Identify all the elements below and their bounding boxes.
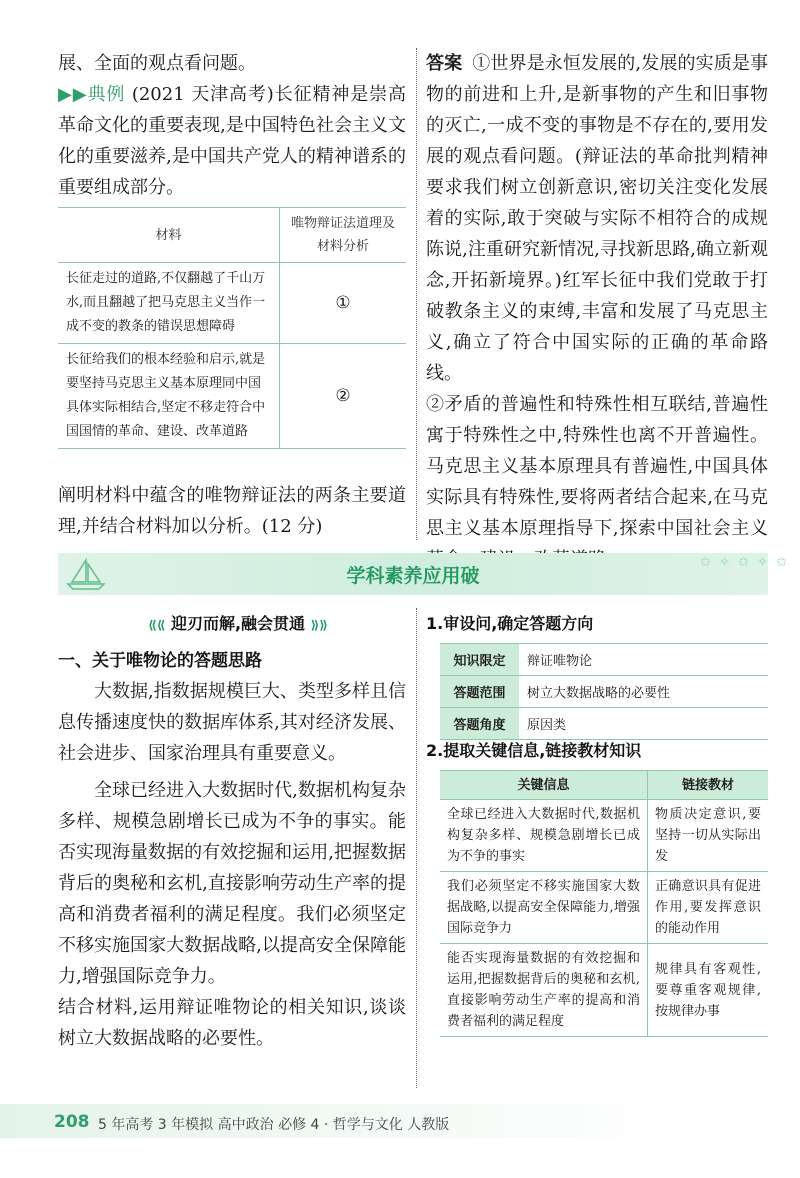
left-bottom-body	[58, 676, 406, 1054]
value-cell: 辩证唯物论	[519, 644, 768, 676]
page-footer	[0, 1104, 800, 1138]
page-number: 208	[54, 1112, 90, 1132]
value-cell: 树立大数据战略的必要性	[519, 676, 768, 708]
textbook-link-cell: 正确意识具有促进作用,要发挥意识的能动作用	[648, 872, 769, 944]
material-header: 材料	[58, 208, 280, 263]
continued-text: 展、全面的观点看问题。	[58, 53, 256, 74]
answer-paragraph-1	[426, 48, 768, 389]
sub-heading	[128, 611, 348, 634]
textbook-link-cell: 物质决定意识,要坚持一切从实际出发	[648, 800, 769, 872]
key-info-cell: 能否实现海量数据的有效挖掘和运用,把握数据背后的奥秘和玄机,直接影响劳动生产率的提高和消费者福利的满足程度	[440, 944, 648, 1037]
analysis-mark: ②	[280, 344, 407, 449]
step2-heading: 2.提取关键信息,链接教材知识	[426, 741, 642, 760]
answer-paragraph-2: ②矛盾的普遍性和特殊性相互联结,普遍性寓于特殊性之中,特殊性也离不开普遍性。马克思主义基本原理具有普遍性,中国具体实际具有特殊性,要将两者结合起来,在马克思主义基本原理指导下,探索中国社会主义	[426, 394, 768, 539]
book-info: 5 年高考 3 年模拟 高中政治 必修 4 · 哲学与文化 人教版	[98, 1117, 450, 1133]
step1-heading: 1.审设问,确定答题方向	[426, 614, 594, 633]
analysis-header: 唯物辩证法道理及材料分析	[280, 208, 407, 263]
key-cell: 答题范围	[440, 676, 519, 708]
key-cell: 答题角度	[440, 708, 519, 740]
stars-decoration-icon: ✩ ✧ ✩ ✧ ✩	[700, 555, 789, 570]
example-question: 阐明材料中蕴含的唯物辩证法的两条主要道理,并结合材料加以分析。(12 分)	[58, 485, 406, 537]
table-row	[440, 708, 768, 740]
table-row	[440, 800, 768, 872]
key-info-table-header	[440, 771, 768, 800]
key-info-table	[440, 770, 768, 1037]
column-divider-top	[416, 48, 417, 540]
example-text: (2021 天津高考)长征精神是崇高革命文化的重要表现,是中国特色社会主义文化的重要滋养,是中国共产党人的精神谱系的重要组成部分。	[58, 84, 406, 198]
sailboat-icon	[66, 558, 106, 590]
table-row	[440, 676, 768, 708]
column-divider-bottom	[416, 608, 417, 1088]
key-info-cell: 我们必须坚定不移实施国家大数据战略,以提高安全保障能力,增强国际竞争力	[440, 872, 648, 944]
table-row	[440, 872, 768, 944]
question-analysis-table	[440, 643, 768, 740]
analysis-mark: ①	[280, 263, 407, 344]
sub-heading-text: 迎刃而解,融会贯通	[170, 614, 306, 633]
material-paragraph-2: 全球已经进入大数据时代,数据机构复杂多样、规模急剧增长已成为不争的事实。能否实现海量数据的有效挖掘和运用,把握数据背后的奥秘和玄机,直接影响劳动生产率的提高和消费者福利的满足程度。我们必须坚定不移实施国家大数据战略,以提高安全保障能力,增强国际竞争力。	[58, 780, 406, 987]
table-row	[58, 263, 406, 344]
key-info-header: 关键信息	[440, 771, 648, 800]
material-paragraph-1: 大数据,指数据规模巨大、类型多样且信息传播速度快的数据库体系,其对经济发展、社会进步、国家治理具有重要意义。	[58, 681, 406, 764]
table-row	[440, 644, 768, 676]
textbook-link-cell: 规律具有客观性,要尊重客观规律,按规律办事	[648, 944, 769, 1037]
table-row	[440, 944, 768, 1037]
example-label: 典例	[87, 84, 126, 105]
key-cell: 知识限定	[440, 644, 519, 676]
material-cell: 长征走过的道路,不仅翻越了千山万水,而且翻越了把马克思主义当作一成不变的教条的错误思想障碍	[58, 263, 280, 344]
left-top-column	[58, 48, 406, 203]
value-cell: 原因类	[519, 708, 768, 740]
answer-text-1: ①世界是永恒发展的,发展的实质是事物的前进和上升,是新事物的产生和旧事物的灭亡,一成不变的事物是不存在的,要用发展的观点看问题。(辩证法的革命批判精神要求我们树立创新意识,密切关注变化发展着的实际,敢于突破与实际不相符合的成规陈说,注重研究新情况,寻找新思路,确立新观念,开拓新境界。)红军长征中我们党敢于打破教条主义的束缚,丰富和发展了马克思主义,确立了符合中国实际的正确的革命路线。	[426, 53, 768, 384]
example-arrow-icon: ▶▶	[58, 84, 88, 105]
practice-question: 结合材料,运用辩证唯物论的相关知识,谈谈树立大数据战略的必要性。	[58, 997, 406, 1049]
material-cell: 长征给我们的根本经验和启示,就是要坚持马克思主义基本原理同中国具体实际相结合,坚定不移走符合中国国情的革命、建设、改革道路	[58, 344, 280, 449]
chevron-right-decoration-icon: ⟫⟫	[310, 618, 328, 632]
textbook-link-header: 链接教材	[648, 771, 769, 800]
answer-label: 答案	[426, 53, 463, 74]
table-row	[58, 344, 406, 449]
key-info-cell: 全球已经进入大数据时代,数据机构复杂多样、规模急剧增长已成为不争的事实	[440, 800, 648, 872]
section-banner	[58, 553, 768, 595]
banner-title: 学科素养应用破	[346, 565, 480, 587]
material-table	[58, 207, 406, 449]
material-table-header	[58, 208, 406, 263]
chevron-left-decoration-icon: ⟪⟪	[148, 618, 166, 632]
example-paragraph	[58, 79, 406, 203]
section-heading: 一、关于唯物论的答题思路	[58, 651, 262, 671]
answer-block	[426, 48, 768, 575]
